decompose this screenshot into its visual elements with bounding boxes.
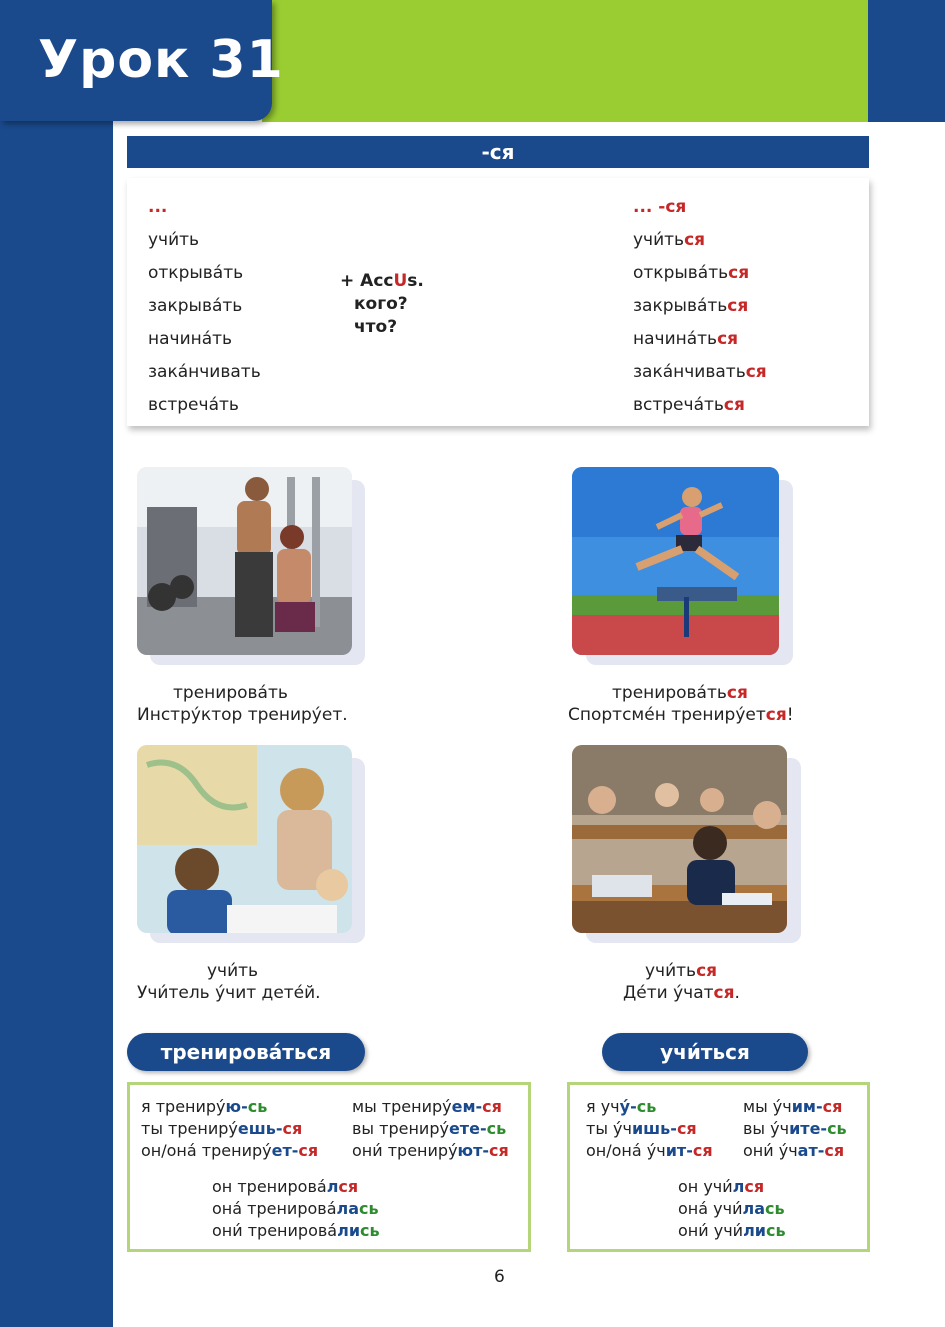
conj-past-row [678, 1220, 786, 1242]
conj-suffix: сь [636, 1097, 657, 1116]
conj-stem: вы у́ч [743, 1119, 790, 1138]
accus-u: U [393, 271, 408, 291]
verb-left: начина́ть [148, 329, 233, 349]
conj-stem: ты у́ч [586, 1119, 632, 1138]
conj-stem: я трениру́ [141, 1097, 226, 1116]
conj-row [141, 1140, 318, 1162]
conj-past-row [678, 1176, 764, 1198]
conj-ending: ют [457, 1141, 483, 1160]
conj-dash: - [816, 1097, 823, 1116]
conj-stem: она́ тренирова́ [212, 1199, 337, 1218]
header-green-band [262, 0, 868, 122]
verb-right [633, 393, 767, 426]
verb-left: зака́нчивать [148, 362, 261, 382]
conj-stem: она́ учи́ [678, 1199, 743, 1218]
header-right-band [868, 0, 945, 122]
conj-suffix: сь [247, 1097, 268, 1116]
example-4-verb-suffix: ся [696, 961, 718, 981]
conj-row [586, 1096, 656, 1118]
conj-suffix: ся [824, 1141, 845, 1160]
verb-stem: зака́нчивать [633, 362, 746, 382]
question-kogo: кого? [354, 294, 408, 314]
conj-row [352, 1096, 502, 1118]
example-3-sentence: Учи́тель у́чит дете́й. [137, 983, 321, 1003]
conj-ending: им [791, 1097, 817, 1116]
conj-dash: - [475, 1097, 483, 1116]
conj-suffix: ся [482, 1097, 502, 1116]
example-2-sentence-b: ! [786, 705, 794, 725]
conj-ending: ат [797, 1141, 818, 1160]
conj-stem: они́ тренирова́ [212, 1221, 338, 1240]
conj-row [141, 1118, 302, 1140]
conj-suffix: сь [359, 1199, 379, 1218]
example-4-sentence-a: Де́ти у́чат [623, 983, 714, 1003]
conj-suffix: ся [676, 1119, 697, 1138]
classroom-photo [572, 745, 787, 933]
conj-past-row [678, 1198, 785, 1220]
question-chto: что? [354, 317, 398, 337]
conj-suffix: ся [744, 1177, 765, 1196]
example-1-verb: тренирова́ть [173, 683, 288, 703]
conj-ending: ла [336, 1199, 360, 1218]
conj-stem: ты трениру́ [141, 1119, 238, 1138]
right-header: ... -ся [633, 197, 687, 217]
conj-ending: ишь [631, 1119, 671, 1138]
conj-ending: ли [743, 1221, 766, 1240]
example-4-sentence [623, 982, 740, 1004]
lesson-title: Урок 31 [38, 30, 284, 90]
conj-row [743, 1118, 847, 1140]
verb-left: закрыва́ть [148, 296, 243, 316]
example-2-caption [568, 682, 794, 726]
conj-suffix: ся [282, 1119, 303, 1138]
teacher-photo [137, 745, 352, 933]
conj-title-trenirovatsya: тренирова́ться [127, 1033, 365, 1071]
conj-dash: - [241, 1097, 248, 1116]
example-4-suffix: ся [713, 983, 735, 1003]
conjugation-box-uchitsya [567, 1082, 870, 1252]
verb-suffix: ся [727, 296, 749, 316]
conj-dash: - [479, 1119, 487, 1138]
conj-suffix: сь [766, 1221, 786, 1240]
conj-ending: ите [789, 1119, 821, 1138]
conj-row [141, 1096, 267, 1118]
conj-suffix: ся [822, 1097, 843, 1116]
accusative-note [340, 270, 424, 339]
conj-stem: вы трениру́ [352, 1119, 449, 1138]
conj-stem: он/она́ трениру́ [141, 1141, 272, 1160]
conj-stem: они́ учи́ [678, 1221, 744, 1240]
conj-row [352, 1118, 506, 1140]
verb-right [633, 228, 767, 261]
example-2-sentence-a: Спортсме́н трениру́ет [568, 705, 766, 725]
verb-suffix: ся [684, 230, 706, 250]
conj-stem: мы у́ч [743, 1097, 792, 1116]
verb-stem: закрыва́ть [633, 296, 728, 316]
conj-suffix: сь [360, 1221, 380, 1240]
verb-right [633, 360, 767, 393]
gym-trainer-photo [137, 467, 352, 655]
conj-stem: он учи́ [678, 1177, 733, 1196]
conj-title-uchitsya: учи́ться [602, 1033, 808, 1071]
verb-stem: учи́ть [633, 230, 685, 250]
conj-stem: они́ у́ч [743, 1141, 798, 1160]
accus-s: s. [407, 271, 424, 291]
conj-suffix: ся [338, 1177, 359, 1196]
verbs-right-column [633, 195, 767, 426]
conj-dash: - [686, 1141, 693, 1160]
example-1-caption [137, 682, 348, 726]
verb-right [633, 327, 767, 360]
conjugation-box-trenirovatsya [127, 1082, 531, 1252]
verb-stem: открыва́ть [633, 263, 729, 283]
example-2-verb [568, 682, 794, 704]
example-4-verb [623, 960, 740, 982]
conj-row [743, 1096, 842, 1118]
verb-right [633, 261, 767, 294]
conj-dash: - [670, 1119, 677, 1138]
verb-right [633, 294, 767, 327]
conj-row [586, 1140, 713, 1162]
conj-row [586, 1118, 697, 1140]
conj-ending: ю [225, 1097, 242, 1116]
athlete-photo [572, 467, 779, 655]
conj-stem: я уч [586, 1097, 620, 1116]
conj-stem: он/она́ у́ч [586, 1141, 666, 1160]
example-4-caption [623, 960, 740, 1004]
conj-suffix: ся [298, 1141, 319, 1160]
verb-suffix: ся [745, 362, 767, 382]
verbs-left-column [148, 195, 261, 426]
left-side-band [0, 0, 113, 1327]
example-3-caption [137, 960, 321, 1004]
verb-stem: встреча́ть [633, 395, 724, 415]
conj-dash: - [630, 1097, 637, 1116]
verb-left: встреча́ть [148, 395, 239, 415]
section-title: -ся [127, 136, 869, 168]
conj-past-row [212, 1176, 358, 1198]
conj-past-row [212, 1198, 379, 1220]
conj-dash: - [482, 1141, 490, 1160]
conj-dash: - [820, 1119, 828, 1138]
conj-suffix: ся [489, 1141, 509, 1160]
page-number: 6 [494, 1267, 505, 1287]
verb-left: открыва́ть [148, 263, 244, 283]
left-header: ... [148, 197, 168, 217]
conj-suffix: сь [764, 1199, 785, 1218]
conj-row [743, 1140, 844, 1162]
example-2-verb-suffix: ся [726, 683, 748, 703]
conj-stem: они́ трениру́ [352, 1141, 458, 1160]
conj-ending: л [326, 1177, 339, 1196]
conj-stem: мы трениру́ [352, 1097, 452, 1116]
verb-suffix: ся [728, 263, 750, 283]
conj-suffix: ся [692, 1141, 713, 1160]
verb-stem: начина́ть [633, 329, 718, 349]
conj-ending: ли [337, 1221, 361, 1240]
verb-suffix: ся [717, 329, 739, 349]
conj-ending: ете [448, 1119, 480, 1138]
conj-ending: ем [451, 1097, 476, 1116]
accus-plus: + Acc [340, 271, 394, 291]
verb-suffix: ся [723, 395, 745, 415]
conj-ending: ит [665, 1141, 687, 1160]
conj-suffix: сь [486, 1119, 507, 1138]
conj-row [352, 1140, 509, 1162]
example-2-sentence [568, 704, 794, 726]
conj-dash: - [275, 1119, 283, 1138]
conj-past-row [212, 1220, 380, 1242]
example-4-verb-stem: учи́ть [645, 961, 697, 981]
conj-ending: ла [742, 1199, 765, 1218]
conj-ending: л [732, 1177, 745, 1196]
conj-ending: у́ [619, 1097, 631, 1116]
example-2-suffix: ся [765, 705, 787, 725]
example-1-sentence: Инстру́ктор трениру́ет. [137, 705, 348, 725]
conj-dash: - [817, 1141, 825, 1160]
verb-left: учи́ть [148, 230, 200, 250]
example-4-sentence-b: . [734, 983, 740, 1003]
example-3-verb: учи́ть [207, 961, 259, 981]
conj-ending: ешь [237, 1119, 276, 1138]
conj-ending: ет [271, 1141, 292, 1160]
conj-dash: - [291, 1141, 299, 1160]
conj-stem: он тренирова́ [212, 1177, 327, 1196]
example-2-verb-stem: тренирова́ть [612, 683, 727, 703]
conj-suffix: сь [827, 1119, 847, 1138]
